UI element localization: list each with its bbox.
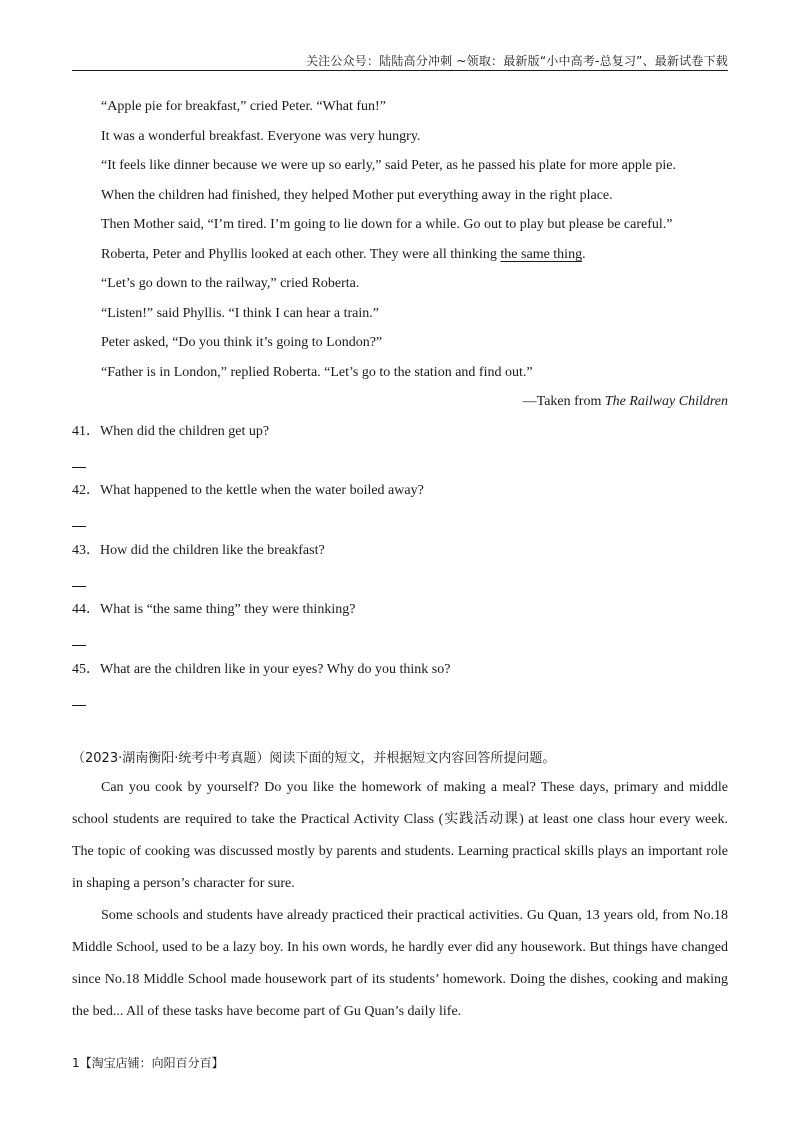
underlined-phrase: the same thing: [500, 247, 583, 262]
story-source: [523, 393, 728, 411]
question-number: 41．: [72, 424, 100, 439]
question-number: 43．: [72, 543, 100, 558]
story-line: “Apple pie for breakfast,” cried Peter. “What fun!”: [101, 99, 386, 114]
answer-line[interactable]: [72, 526, 86, 527]
reading-passage: [72, 772, 728, 1028]
question-text: What are the children like in your eyes? Why do you think so?: [100, 662, 451, 677]
page-header: 关注公众号：陆陆高分冲刺 ~领取：最新版“小中高考-总复习”、最新试卷下载: [305, 54, 728, 68]
question-text: When did the children get up?: [100, 424, 270, 439]
source-prefix: —Taken from: [522, 394, 605, 409]
question-44: [72, 601, 355, 619]
answer-line[interactable]: [72, 705, 86, 706]
question-text: How did the children like the breakfast?: [100, 543, 325, 558]
question-number: 45．: [72, 662, 100, 677]
header-divider: [72, 70, 728, 71]
question-text: What is “the same thing” they were thinking?: [100, 602, 356, 617]
question-45: [72, 661, 450, 679]
passage-paragraph: Can you cook by yourself? Do you like the homework of making a meal? These days, primary and middle school students are required to take the Practical Activity Class (实践活动课) at least one class hour every week. The topic of cooking was discussed mostly by parents and students. Learning practical skills plays an important role in shaping a person’s character for sure.: [72, 780, 728, 891]
story-line: “Let’s go down to the railway,” cried Roberta.: [101, 276, 360, 291]
question-number: 42．: [72, 483, 100, 498]
story-line: It was a wonderful breakfast. Everyone was very hungry.: [101, 129, 421, 144]
question-number: 44．: [72, 602, 100, 617]
story-line-underlined-sentence: [101, 246, 586, 264]
question-42: [72, 482, 424, 500]
question-41: [72, 423, 269, 441]
sentence-end: .: [582, 247, 586, 262]
answer-line[interactable]: [72, 586, 86, 587]
answer-line[interactable]: [72, 467, 86, 468]
question-text: What happened to the kettle when the water boiled away?: [100, 483, 424, 498]
source-title: The Railway Children: [604, 394, 728, 409]
story-line: Peter asked, “Do you think it’s going to London?”: [101, 335, 383, 350]
story-line: “It feels like dinner because we were up so early,” said Peter, as he passed his plate for more apple pie.: [101, 158, 677, 173]
story-line: Then Mother said, “I’m tired. I’m going to lie down for a while. Go out to play but please be careful.”: [101, 217, 673, 232]
question-43: [72, 542, 325, 560]
sentence-start: Roberta, Peter and Phyllis looked at each other. They were all thinking: [101, 247, 501, 262]
passage-paragraph: Some schools and students have already practiced their practical activities. Gu Quan, 13 years old, from No.18 Middle School, used to be a lazy boy. In his own words, he hardly ever did any housework. But things have changed since No.18 Middle School made housework part of its students’ homework. Doing the dishes, cooking and making the bed... All of these tasks have become part of Gu Quan’s daily life.: [72, 908, 728, 1019]
story-line: When the children had finished, they helped Mother put everything away in the right place.: [101, 188, 613, 203]
answer-line[interactable]: [72, 645, 86, 646]
page-footer: 1【淘宝店铺：向阳百分百】: [72, 1056, 224, 1070]
story-line: “Listen!” said Phyllis. “I think I can hear a train.”: [101, 306, 379, 321]
story-line: “Father is in London,” replied Roberta. “Let’s go to the station and find out.”: [101, 365, 533, 380]
section-intro: （2023·湖南衡阳·统考中考真题）阅读下面的短文，并根据短文内容回答所提问题。: [72, 751, 556, 766]
